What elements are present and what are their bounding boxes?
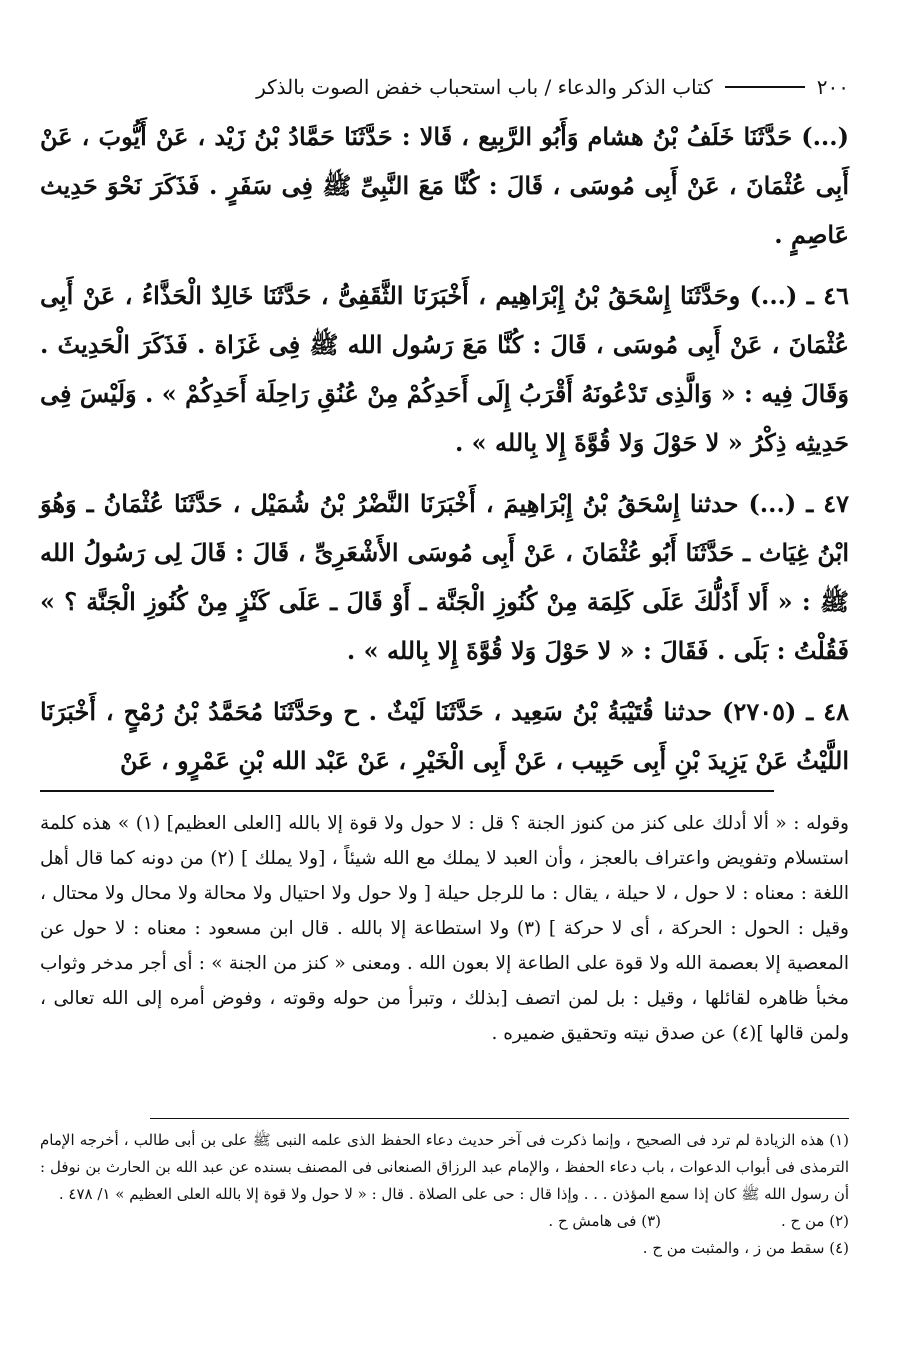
hadith-paragraph: ٤٧ ـ (...) حدثنا إِسْحَقُ بْنُ إِبْرَاهِيمَ ، أَخْبَرَنَا النَّضْرُ بْنُ شُمَيْل ، حَدَّثَنَا عُثْمَانُ ـ وَهُوَ ابْنُ غِيَاث ـ حَدَّثَنَا أَبُو عُثْمَانَ ، عَنْ أَبِى مُوسَى الأَشْعَرِىِّ ، قَالَ : قَالَ لِى رَسُولُ الله ﷺ : « أَلا أَدُلُّكَ عَلَى كَلِمَة مِنْ كُنُوزِ الْجَنَّة ـ أَوْ قَالَ ـ عَلَى كَنْزٍ مِنْ كُنُوزِ الْجَنَّة ؟ » فَقُلْتُ : بَلَى . فَقَالَ : « لا حَوْلَ وَلا قُوَّةَ إِلا بِالله » . [40,489,850,665]
commentary-paragraph: وقوله : « ألا أدلك على كنز من كنوز الجنة ؟ قل : لا حول ولا قوة إلا بالله [العلى العظيم] (١) » هذه كلمة استسلام وتفويض واعتراف بالعجز ، وأن العبد لا يملك مع الله شيئاً ، [ولا يملك ] (٢) من دونه كما قال أهل اللغة : معناه : لا حول ، لا حيلة ، يقال : ما للرجل حيلة [ ولا حول ولا احتيال ولا محالة ولا محال ولا محتال ، وقيل : الحول : الحركة ، أى لا حركة ] (٣) ولا استطاعة إلا بالله . قال ابن مسعود : معناه : لا حول عن المعصية إلا بعصمة الله ولا قوة على الطاعة إلا بعون الله . ومعنى « كنز من الجنة » : أى أجر مدخر وثواب مخبأ ظاهره لقائلها ، وقيل : بل لمن اتصف [بذلك ، وتبرأ من حوله وقوته ، وفوض أمره إلى الله تعالى ، ولمن قالها ](٤) عن صدق نيته وتحقيق ضميره . [40,813,849,1044]
footnote-row [40,1208,849,1235]
footnote-3: (٣) فى هامش ح . [548,1212,662,1230]
footnote-rule [150,1118,849,1119]
footnote-2: (٢) من ح . [781,1212,849,1230]
hadith-text [40,112,849,797]
footnotes-section [40,1127,849,1262]
text-separator-rule [40,790,774,792]
hadith-paragraph: ٤٨ ـ (٢٧٠٥) حدثنا قُتَيْبَةُ بْنُ سَعِيد ، حَدَّثَنَا لَيْثٌ . ح وحَدَّثَنَا مُحَمَّدُ بْنُ رُمْحٍ ، أَخْبَرَنَا اللَّيْثُ عَنْ يَزِيدَ بْنِ أَبِى حَبِيب ، عَنْ أَبِى الْخَيْرِ ، عَنْ عَبْد الله بْنِ عَمْرٍو ، عَنْ [40,697,849,775]
hadith-paragraph: ٤٦ ـ (...) وحَدَّثَنَا إِسْحَقُ بْنُ إِبْرَاهِيم ، أَخْبَرَنَا الثَّقَفِىُّ ، حَدَّثَنَا خَالِدٌ الْحَذَّاءُ ، عَنْ أَبِى عُثْمَانَ ، عَنْ أَبِى مُوسَى ، قَالَ : كُنَّا مَعَ رَسُول الله ﷺ فِى غَزَاة . فَذَكَرَ الْحَدِيثَ . وَقَالَ فِيه : « وَالَّذِى تَدْعُونَهُ أَقْرَبُ إِلَى أَحَدِكُمْ مِنْ عُنُقِ رَاحِلَة أَحَدِكُمْ » . وَلَيْسَ فِى حَدِيثِه ذِكْرُ « لا حَوْلَ وَلا قُوَّةَ إِلا بِالله » . [40,281,849,457]
hadith-paragraph: (...) حَدَّثَنَا خَلَفُ بْنُ هشام وَأَبُو الرَّبِيع ، قَالا : حَدَّثَنَا حَمَّادُ بْنُ زَيْد ، عَنْ أَيُّوبَ ، عَنْ أَبِى عُثْمَانَ ، عَنْ أَبِى مُوسَى ، قَالَ : كُنَّا مَعَ النَّبِىِّ ﷺ فِى سَفَرٍ . فَذَكَرَ نَحْوَ حَدِيث عَاصِمٍ . [40,122,849,249]
footnote-4: (٤) سقط من ز ، والمثبت من ح . [642,1239,849,1257]
page-number: ٢٠٠ [816,75,849,99]
header-rule [725,86,805,88]
footnote-1: (١) هذه الزيادة لم ترد فى الصحيح ، وإنما ذكرت فى آخر حديث دعاء الحفظ الذى علمه النبى ﷺ على بن أبى طالب ، أخرجه الإمام الترمذى فى أبواب الدعوات ، باب دعاء الحفظ ، والإمام عبد الرزاق الصنعانى فى المصنف بسنده عن عبد الله بن الحارث بن نوفل : أن رسول الله ﷺ كان إذا سمع المؤذن . . . وإذا قال : حى على الصلاة . قال : « لا حول ولا قوة إلا بالله العلى العظيم » ١/ ٤٧٨ . [40,1131,849,1203]
commentary-section [40,806,849,1051]
running-header [40,70,849,104]
running-title: كتاب الذكر والدعاء / باب استحباب خفض الصوت بالذكر [256,75,713,99]
